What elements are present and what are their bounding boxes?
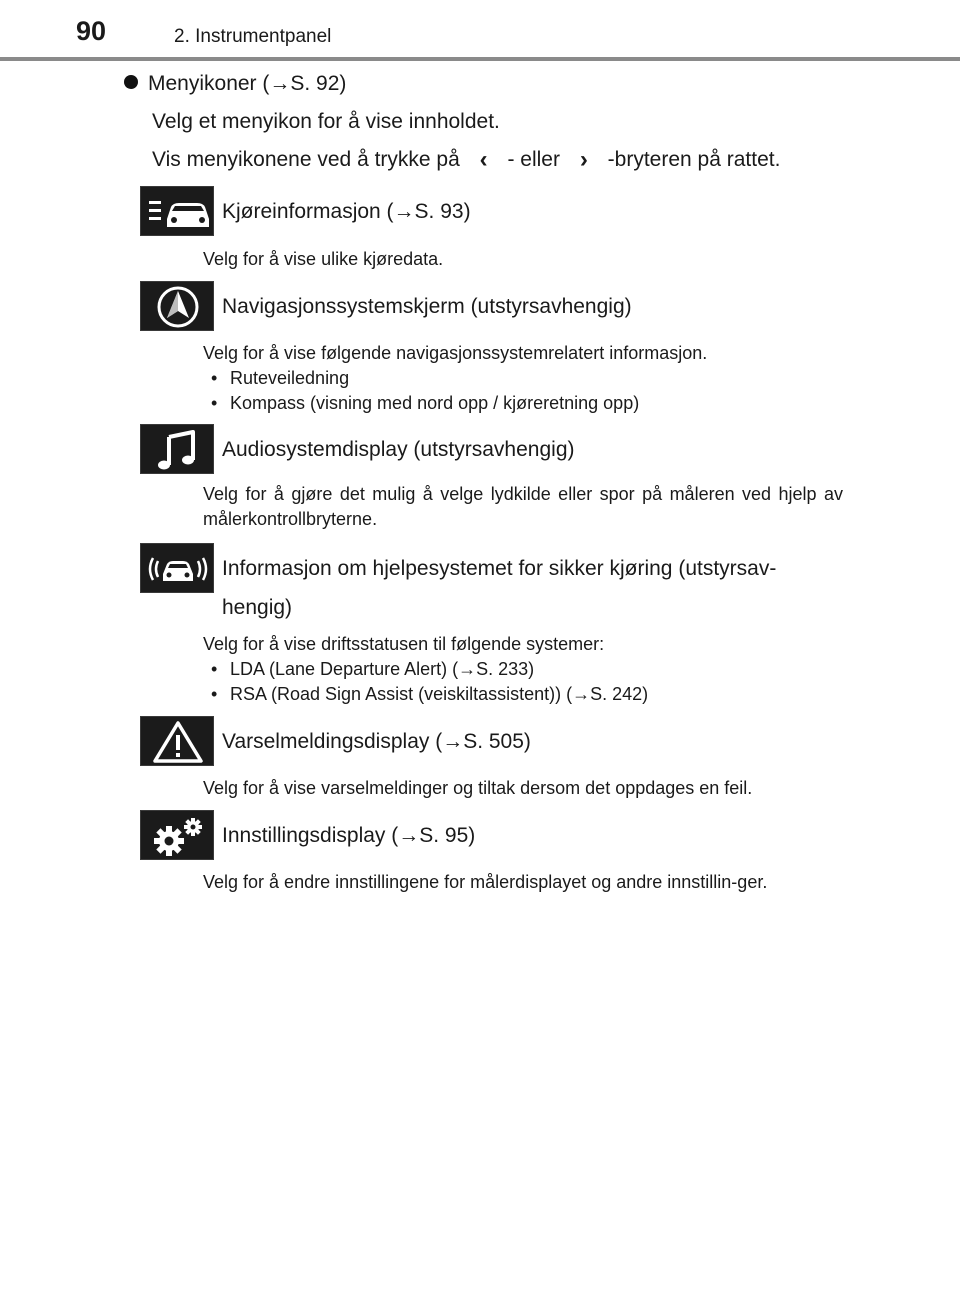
chapter-title: 2. Instrumentpanel bbox=[174, 26, 332, 47]
car-info-icon bbox=[140, 186, 214, 236]
item-description: Velg for å endre innstillingene for målerdisplayet og andre innstillin-ger. bbox=[203, 872, 768, 892]
item-title: Innstillingsdisplay (→S. 95) bbox=[222, 824, 476, 847]
header-divider bbox=[0, 57, 960, 61]
settings-gears-icon bbox=[140, 810, 214, 860]
item-title: Navigasjonssystemskjerm (utstyrsavhengig) bbox=[222, 295, 632, 318]
intro-line-2-post: -bryteren på rattet. bbox=[607, 148, 781, 171]
intro-line-2-pre: Vis menyikonene ved å trykke på bbox=[152, 148, 460, 171]
intro-line-2 bbox=[152, 146, 780, 174]
list-item: • LDA (Lane Departure Alert) (→S. 233) bbox=[203, 657, 843, 682]
item-description: Velg for å vise ulike kjøredata. bbox=[203, 249, 444, 269]
item-description bbox=[203, 341, 843, 416]
chevron-left-icon: ‹ bbox=[479, 146, 488, 173]
item-title: Audiosystemdisplay (utstyrsavhengig) bbox=[222, 438, 575, 461]
item-title: Kjøreinformasjon (→S. 93) bbox=[222, 200, 471, 223]
list-item: • Kompass (visning med nord opp / kjøreretning opp) bbox=[203, 391, 843, 416]
item-description: Velg for å vise varselmeldinger og tiltak dersom det oppdages en feil. bbox=[203, 778, 753, 798]
item-description: Velg for å gjøre det mulig å velge lydkilde eller spor på måleren ved hjelp av målerkontrollbryterne. bbox=[203, 484, 843, 529]
section-heading bbox=[124, 72, 346, 96]
page-number: 90 bbox=[76, 16, 107, 46]
list-item: • Ruteveiledning bbox=[203, 366, 843, 391]
page-header bbox=[0, 0, 960, 60]
intro-line-2-mid: - eller bbox=[507, 148, 560, 171]
section-heading-text: Menyikoner (→S. 92) bbox=[148, 72, 347, 95]
list-item: • RSA (Road Sign Assist (veiskiltassistent)) (→S. 242) bbox=[203, 682, 843, 707]
chevron-right-icon: › bbox=[579, 146, 588, 173]
navigation-arrow-icon bbox=[140, 281, 214, 331]
item-description bbox=[203, 632, 843, 707]
warning-triangle-icon bbox=[140, 716, 214, 766]
intro-line-1: Velg et menyikon for å vise innholdet. bbox=[152, 110, 500, 133]
item-bullet-list bbox=[203, 657, 843, 707]
music-note-icon bbox=[140, 424, 214, 474]
item-title-line-1: Informasjon om hjelpesystemet for sikker kjøring (utstyrsav- bbox=[222, 557, 777, 580]
item-description-text: Velg for å vise følgende navigasjonssystemrelatert informasjon. bbox=[203, 343, 708, 363]
item-bullet-list bbox=[203, 366, 843, 416]
item-description-text: Velg for å vise driftsstatusen til følgende systemer: bbox=[203, 634, 605, 654]
item-title-line-2: hengig) bbox=[222, 596, 293, 619]
bullet-dot-icon bbox=[124, 75, 138, 89]
driving-assist-icon bbox=[140, 543, 214, 593]
item-title: Varselmeldingsdisplay (→S. 505) bbox=[222, 730, 531, 753]
